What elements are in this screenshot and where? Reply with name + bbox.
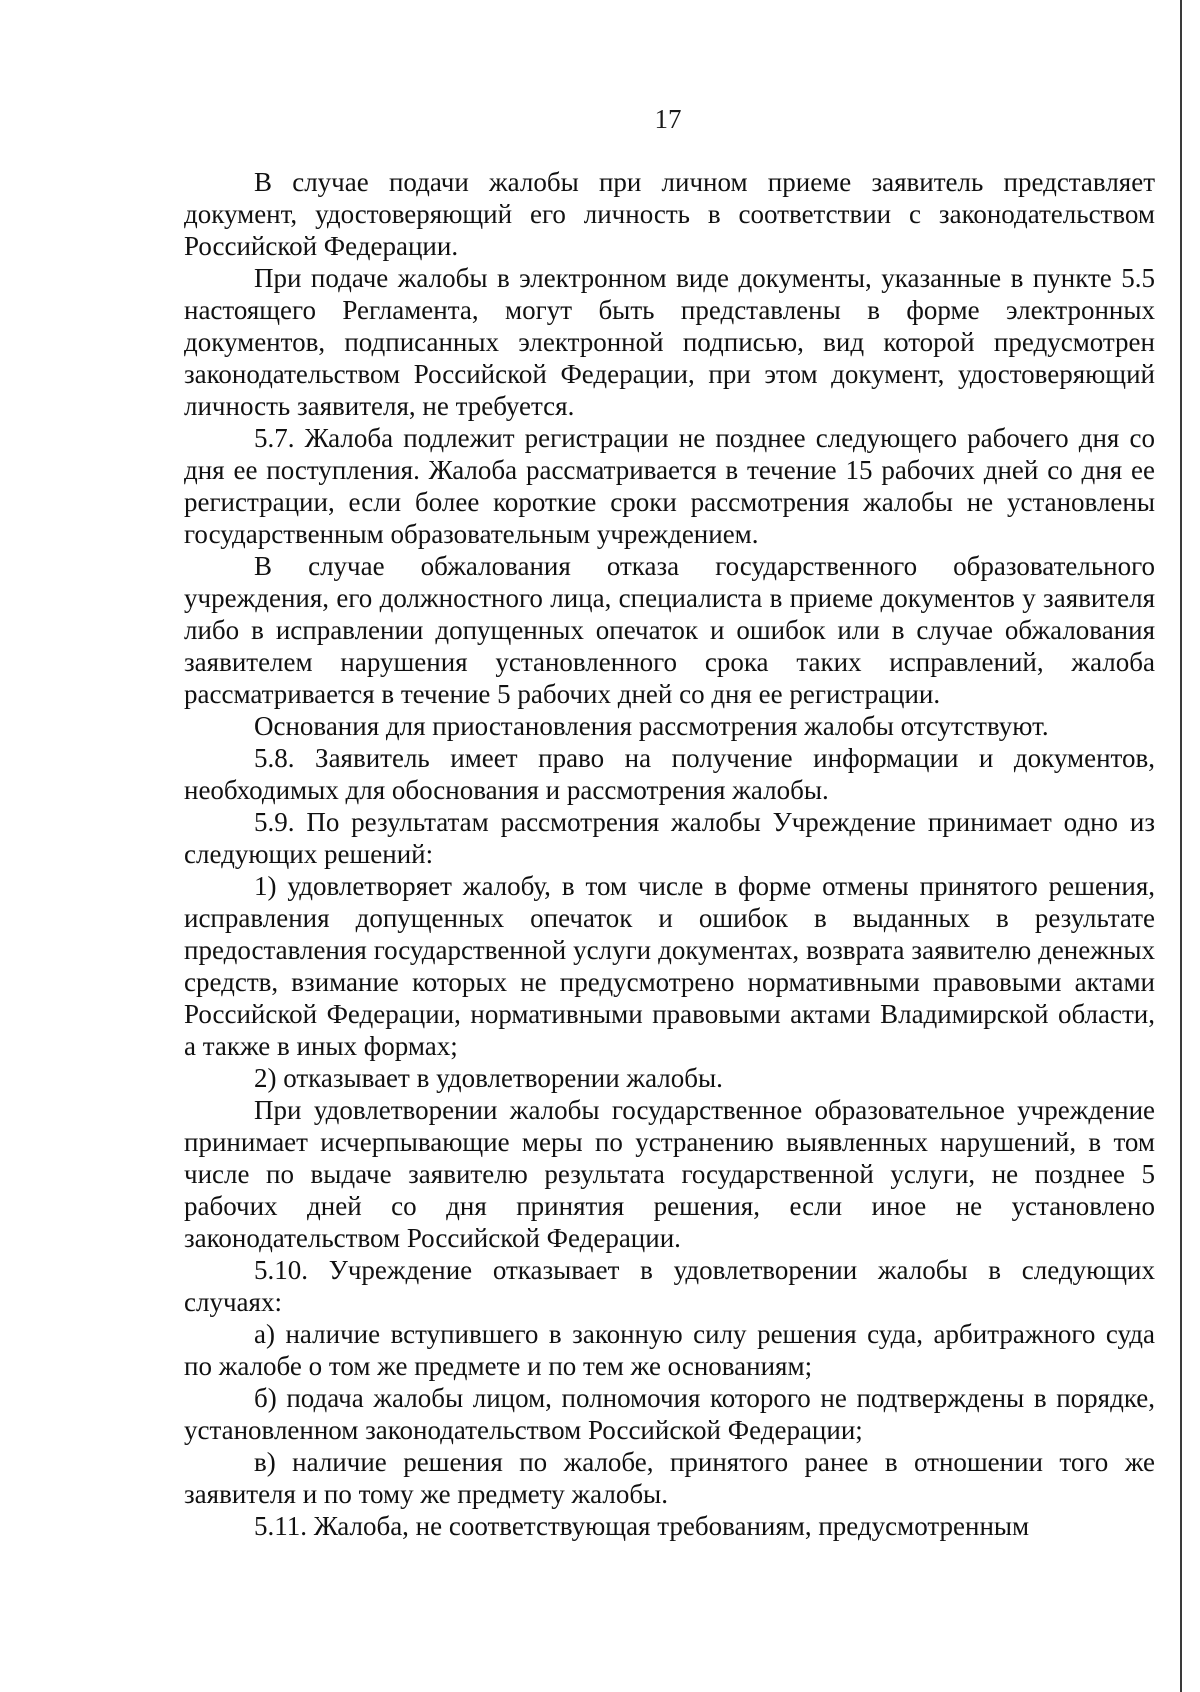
paragraph: 5.9. По результатам рассмотрения жалобы Учреждение принимает одно из следующих решений: <box>184 807 1155 869</box>
paragraph: При подаче жалобы в электронном виде документы, указанные в пункте 5.5 настоящего Регламента, могут быть представлены в форме электронных документов, подписанных электронной подписью, вид которой предусмотрен законодательством Российской Федерации, при этом документ, удостоверяющий личность заявителя, не требуется. <box>184 263 1155 421</box>
paragraph: в) наличие решения по жалобе, принятого ранее в отношении того же заявителя и по тому же предмету жалобы. <box>184 1447 1155 1509</box>
paragraph: 5.11. Жалоба, не соответствующая требованиям, предусмотренным <box>254 1511 1030 1541</box>
paragraph: а) наличие вступившего в законную силу решения суда, арбитражного суда по жалобе о том же предмете и по тем же основаниям; <box>184 1319 1155 1381</box>
paragraph: 5.7. Жалоба подлежит регистрации не позднее следующего рабочего дня со дня ее поступления. Жалоба рассматривается в течение 15 рабочих дней со дня ее регистрации, если более короткие сроки рассмотрения жалобы не установлены государственным образовательным учреждением. <box>184 423 1155 549</box>
paragraph: При удовлетворении жалобы государственное образовательное учреждение принимает исчерпывающие меры по устранению выявленных нарушений, в том числе по выдаче заявителю результата государственной услуги, не позднее 5 рабочих дней со дня принятия решения, если иное не установлено законодательством Российской Федерации. <box>184 1095 1155 1253</box>
page-number: 17 <box>654 104 682 134</box>
paragraph: Основания для приостановления рассмотрения жалобы отсутствуют. <box>254 711 1049 741</box>
paragraph: 5.8. Заявитель имеет право на получение информации и документов, необходимых для обоснования и рассмотрения жалобы. <box>184 743 1155 805</box>
paragraph: В случае подачи жалобы при личном приеме заявитель представляет документ, удостоверяющий его личность в соответствии с законодательством Российской Федерации. <box>184 167 1155 261</box>
paragraph: 5.10. Учреждение отказывает в удовлетворении жалобы в следующих случаях: <box>184 1255 1155 1317</box>
paragraph: б) подача жалобы лицом, полномочия которого не подтверждены в порядке, установленном законодательством Российской Федерации; <box>184 1383 1155 1445</box>
scan-edge-line <box>1180 0 1182 1692</box>
paragraph: В случае обжалования отказа государственного образовательного учреждения, его должностного лица, специалиста в приеме документов у заявителя либо в исправлении допущенных опечаток и ошибок или в случае обжалования заявителем нарушения установленного срока таких исправлений, жалоба рассматривается в течение 5 рабочих дней со дня ее регистрации. <box>184 551 1155 709</box>
document-body <box>184 166 1155 1542</box>
paragraph: 1) удовлетворяет жалобу, в том числе в форме отмены принятого решения, исправления допущенных опечаток и ошибок в выданных в результате предоставления государственной услуги документах, возврата заявителю денежных средств, взимание которых не предусмотрено нормативными правовыми актами Российской Федерации, нормативными правовыми актами Владимирской области, а также в иных формах; <box>184 871 1155 1061</box>
paragraph: 2) отказывает в удовлетворении жалобы. <box>254 1063 723 1093</box>
